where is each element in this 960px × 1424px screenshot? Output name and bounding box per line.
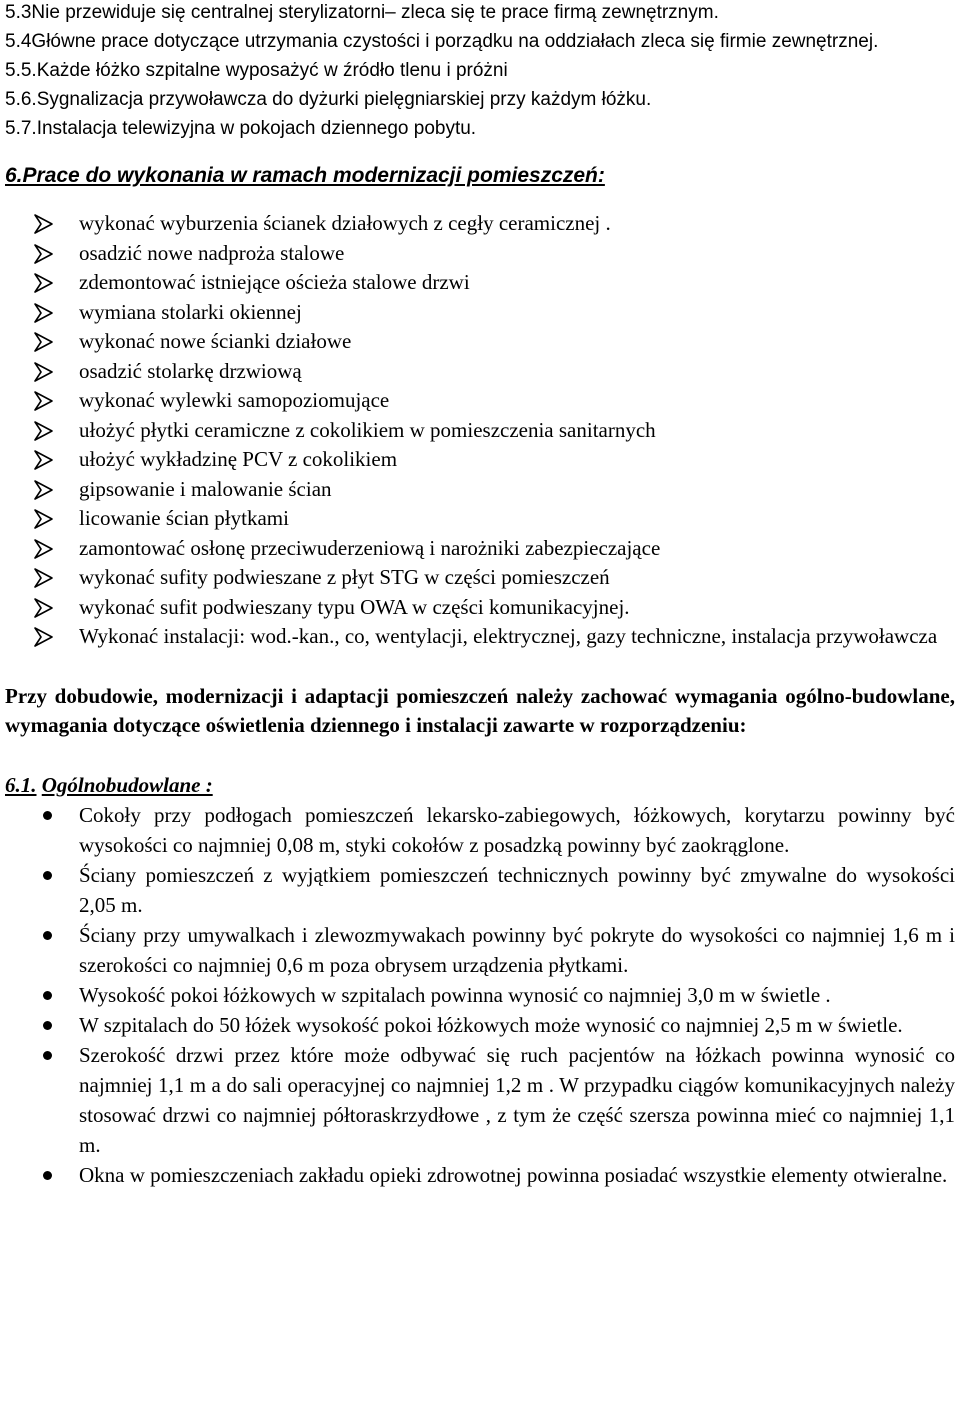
list-item-text: wykonać wyburzenia ścianek działowych z cegły ceramicznej . bbox=[79, 211, 611, 235]
list-item-text: licowanie ścian płytkami bbox=[79, 506, 289, 530]
list-item bbox=[5, 327, 955, 357]
item-5-7: 5.7.Instalacja telewizyjna w pokojach dziennego pobytu. bbox=[5, 118, 477, 139]
list-item bbox=[5, 860, 955, 920]
list-item bbox=[5, 563, 955, 593]
arrowhead-bullet-icon bbox=[32, 268, 56, 297]
list-item-text: wykonać nowe ścianki działowe bbox=[79, 329, 352, 353]
subsection-number: 6.1. bbox=[5, 772, 37, 797]
item-5-3: 5.3Nie przewiduje się centralnej sterylizatorni– zleca się te prace firmą zewnętrznym. bbox=[5, 2, 719, 23]
list-item bbox=[5, 534, 955, 564]
list-item-text: wykonać wylewki samopoziomujące bbox=[79, 388, 390, 412]
round-bullet-icon bbox=[43, 931, 52, 940]
list-item-text: Okna w pomieszczeniach zakładu opieki zdrowotnej powinna posiadać wszystkie elementy otwieralne. bbox=[79, 1162, 948, 1187]
arrowhead-bullet-icon bbox=[32, 534, 56, 563]
arrowhead-bullet-icon bbox=[32, 357, 56, 386]
list-item-text: Ściany pomieszczeń z wyjątkiem pomieszczeń technicznych powinny być zmywalne do wysokości 2,05 m. bbox=[79, 862, 955, 917]
list-item-text: Cokoły przy podłogach pomieszczeń lekarsko-zabiegowych, łóżkowych, korytarzu powinny być wysokości co najmniej 0,08 m, styki cokołów z posadzką powinny być zaokrąglone. bbox=[79, 802, 955, 857]
round-bullet-icon bbox=[43, 1051, 52, 1060]
list-item-text: wykonać sufity podwieszane z płyt STG w części pomieszczeń bbox=[79, 565, 610, 589]
list-item bbox=[5, 1160, 955, 1190]
list-item bbox=[5, 298, 955, 328]
arrowhead-bullet-icon bbox=[32, 416, 56, 445]
subsection-title: Ogólnobudowlane : bbox=[41, 772, 213, 797]
round-bullet-icon bbox=[43, 1171, 52, 1180]
arrowhead-bullet-icon bbox=[32, 445, 56, 474]
item-5-4: 5.4Główne prace dotyczące utrzymania czystości i porządku na oddziałach zleca się firmie zewnętrznej. bbox=[5, 31, 879, 52]
document-page bbox=[5, 0, 955, 1190]
arrowhead-bullet-icon bbox=[32, 239, 56, 268]
list-item bbox=[5, 800, 955, 860]
arrowhead-bullet-icon bbox=[32, 298, 56, 327]
item-5-6: 5.6.Sygnalizacja przywoławcza do dyżurki pielęgniarskiej przy każdym łóżku. bbox=[5, 89, 652, 110]
arrowhead-bullet-icon bbox=[32, 563, 56, 592]
list-item bbox=[5, 239, 955, 269]
list-item bbox=[5, 920, 955, 980]
list-item-text: Szerokość drzwi przez które może odbywać się ruch pacjentów na łóżkach powinna wynosić co najmniej 1,1 m a do sali operacyjnej co najmniej 1,2 m . W przypadku ciągów komunikacyjnych należy stosować drzwi co najmniej półtoraskrzydłowe , z tym że część szersza powinna mieć co najmniej 1,1 m. bbox=[79, 1042, 955, 1157]
arrowhead-bullet-icon bbox=[32, 622, 56, 651]
list-item-text: wykonać sufit podwieszany typu OWA w części komunikacyjnej. bbox=[79, 594, 630, 619]
list-item-text: wymiana stolarki okiennej bbox=[79, 299, 302, 324]
arrowhead-bullet-icon bbox=[32, 386, 56, 415]
list-item-text: ułożyć płytki ceramiczne z cokolikiem w pomieszczenia sanitarnych bbox=[79, 417, 656, 442]
arrowhead-bullet-icon bbox=[32, 593, 56, 622]
list-item-text: Ściany przy umywalkach i zlewozmywakach powinny być pokryte do wysokości co najmniej 1,6 m i szerokości co najmniej 0,6 m poza obrysem urządzenia płytkami. bbox=[79, 922, 955, 977]
list-item-text: zamontować osłonę przeciwuderzeniową i narożniki zabezpieczające bbox=[79, 535, 661, 560]
general-building-requirements-list bbox=[5, 800, 955, 1190]
list-item-text: W szpitalach do 50 łóżek wysokość pokoi łóżkowych może wynosić co najmniej 2,5 m w świetle. bbox=[79, 1012, 903, 1037]
round-bullet-icon bbox=[43, 811, 52, 820]
list-item bbox=[5, 268, 955, 298]
list-item-text: ułożyć wykładzinę PCV z cokolikiem bbox=[79, 447, 398, 471]
list-item-text: osadzić nowe nadproża stalowe bbox=[79, 240, 345, 265]
section-6-heading: 6.Prace do wykonania w ramach modernizacji pomieszczeń: bbox=[5, 164, 605, 187]
list-item bbox=[5, 622, 955, 652]
list-item bbox=[5, 475, 955, 505]
round-bullet-icon bbox=[43, 991, 52, 1000]
arrowhead-bullet-icon bbox=[32, 209, 56, 238]
item-5-5: 5.5.Każde łóżko szpitalne wyposażyć w źródło tlenu i próżni bbox=[5, 60, 508, 81]
list-item bbox=[5, 386, 955, 416]
requirements-paragraph: Przy dobudowie, modernizacji i adaptacji pomieszczeń należy zachować wymagania ogólno-budowlane, wymagania dotyczące oświetlenia dziennego i instalacji zawarte w rozporządzeniu: bbox=[5, 683, 955, 737]
arrowhead-bullet-icon bbox=[32, 475, 56, 504]
round-bullet-icon bbox=[43, 1021, 52, 1030]
list-item-text: osadzić stolarkę drzwiową bbox=[79, 358, 302, 383]
works-list bbox=[5, 209, 955, 652]
list-item bbox=[5, 504, 955, 534]
list-item-text: Wysokość pokoi łóżkowych w szpitalach powinna wynosić co najmniej 3,0 m w świetle . bbox=[79, 982, 831, 1007]
round-bullet-icon bbox=[43, 871, 52, 880]
list-item bbox=[5, 357, 955, 387]
list-item bbox=[5, 1010, 955, 1040]
list-item-text: zdemontować istniejące ościeża stalowe drzwi bbox=[79, 270, 470, 294]
arrowhead-bullet-icon bbox=[32, 327, 56, 356]
list-item bbox=[5, 980, 955, 1010]
arrowhead-bullet-icon bbox=[32, 504, 56, 533]
list-item-text: Wykonać instalacji: wod.-kan., co, wentylacji, elektrycznej, gazy techniczne, instalacja przywoławcza bbox=[79, 624, 938, 648]
list-item bbox=[5, 209, 955, 239]
list-item-text: gipsowanie i malowanie ścian bbox=[79, 476, 332, 501]
list-item bbox=[5, 1040, 955, 1160]
list-item bbox=[5, 416, 955, 446]
list-item bbox=[5, 445, 955, 475]
list-item bbox=[5, 593, 955, 623]
subsection-6-1-heading bbox=[5, 771, 955, 800]
